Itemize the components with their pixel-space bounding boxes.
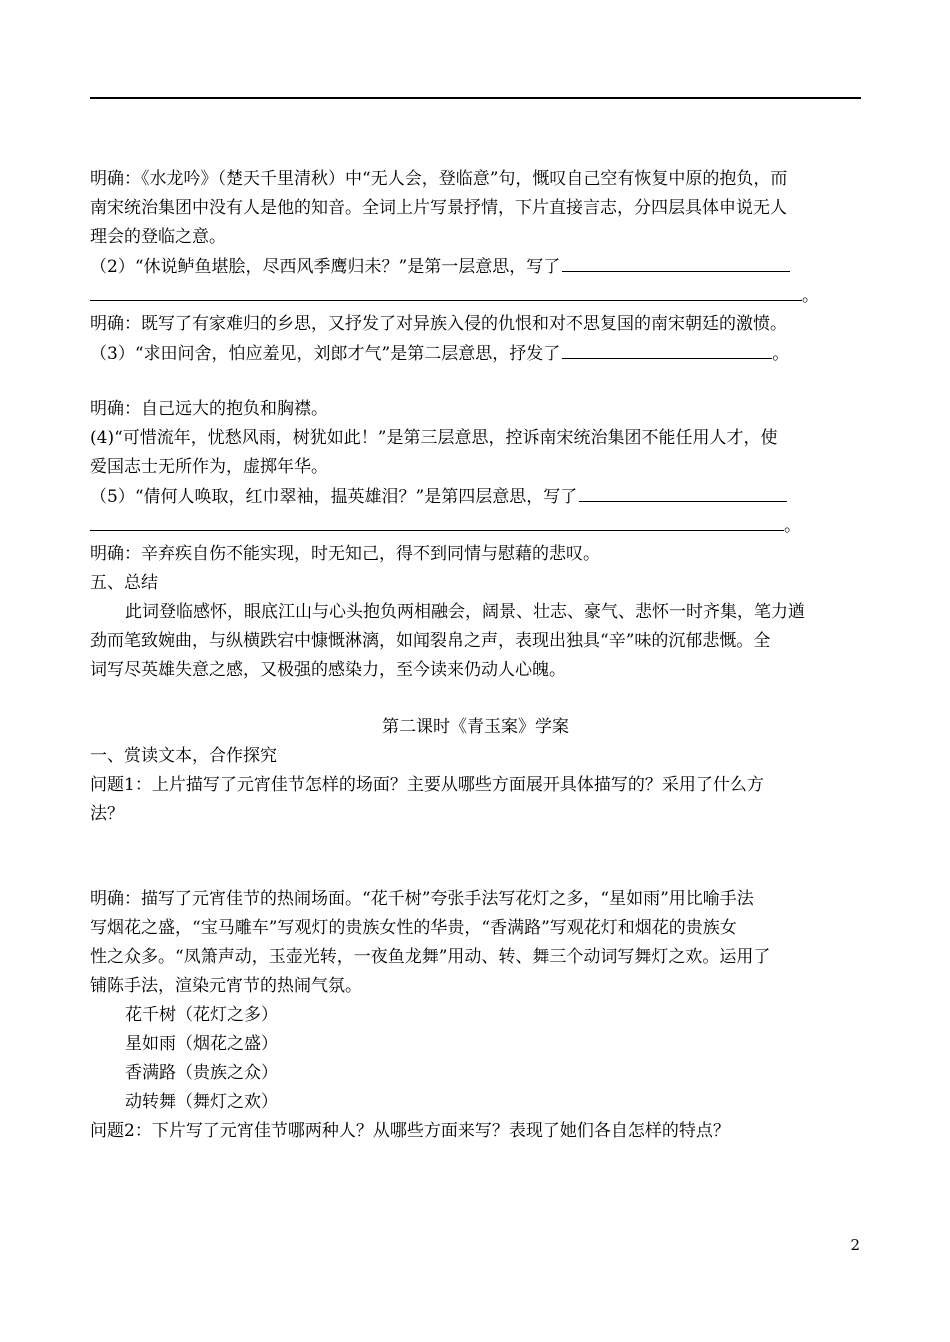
summary-line-1: 此词登临感怀，眼底江山与心头抱负两相融会，阔景、壮志、豪气、悲怀一时齐集，笔力遒 <box>125 602 805 622</box>
list-item: 动转舞（舞灯之欢） <box>125 1092 278 1112</box>
question-1-line-2: 法？ <box>90 804 124 824</box>
lesson-title: 第二课时《青玉案》学案 <box>382 717 569 737</box>
question-4-line-2: 爱国志士无所作为，虚掷年华。 <box>90 457 328 477</box>
question-3-line <box>90 342 861 365</box>
question-3-text: （3）“求田问舍，怕应羞见，刘郎才气”是第二层意思，抒发了 <box>90 344 561 364</box>
answer-intro-line-1: 明确：《水龙吟》（楚天千里清秋）中“无人会，登临意”句，慨叹自己空有恢复中原的抱负，而 <box>90 169 788 189</box>
summary-line-2: 劲而笔致婉曲，与纵横跌宕中慷慨淋漓，如闻裂帛之声，表现出独具“辛”味的沉郁悲慨。全 <box>90 631 771 651</box>
answer-5-line: 明确：辛弃疾自伤不能实现，时无知己，得不到同情与慰藉的悲叹。 <box>90 544 600 564</box>
period: 。 <box>784 516 801 536</box>
answer-2-line: 明确：既写了有家难归的乡思，又抒发了对异族入侵的仇恨和对不思复国的南宋朝廷的激愤。 <box>90 314 787 334</box>
answer-blank <box>562 342 772 359</box>
answer-q1-line-1: 明确：描写了元宵佳节的热闹场面。“花千树”夸张手法写花灯之多，“星如雨”用比喻手法 <box>90 889 754 909</box>
header-rule <box>90 97 861 99</box>
list-item: 香满路（贵族之众） <box>125 1063 278 1083</box>
answer-3-line: 明确：自己远大的抱负和胸襟。 <box>90 399 328 419</box>
page-number: 2 <box>850 1236 860 1254</box>
question-2-continuation <box>90 284 861 307</box>
answer-q1-line-4: 铺陈手法，渲染元宵节的热闹气氛。 <box>90 976 362 996</box>
question-5-continuation <box>90 514 861 537</box>
answer-q1-line-3: 性之众多。“凤箫声动，玉壶光转，一夜鱼龙舞”用动、转、舞三个动词写舞灯之欢。运用了 <box>90 947 771 967</box>
period: 。 <box>802 286 819 306</box>
list-item: 星如雨（烟花之盛） <box>125 1034 278 1054</box>
answer-intro-line-3: 理会的登临之意。 <box>90 227 226 247</box>
question-4-line-1: (4)“可惜流年，忧愁风雨，树犹如此！”是第三层意思，控诉南宋统治集团不能任用人才，使 <box>90 428 778 448</box>
section-summary-heading: 五、总结 <box>90 573 158 593</box>
question-2-text: （2）“休说鲈鱼堪脍，尽西风季鹰归未？”是第一层意思，写了 <box>90 257 561 277</box>
question-2b-line: 问题2：下片写了元宵佳节哪两种人？从哪些方面来写？表现了她们各自怎样的特点？ <box>90 1121 730 1141</box>
question-2-line <box>90 255 861 278</box>
list-item: 花千树（花灯之多） <box>125 1005 278 1025</box>
answer-q1-line-2: 写烟花之盛，“宝马雕车”写观灯的贵族女性的华贵，“香满路”写观花灯和烟花的贵族女 <box>90 918 737 938</box>
answer-blank <box>90 284 802 301</box>
question-5-line <box>90 485 861 508</box>
summary-line-3: 词写尽英雄失意之感，又极强的感染力，至今读来仍动人心魄。 <box>90 660 566 680</box>
period: 。 <box>772 344 790 364</box>
section-heading: 一、赏读文本，合作探究 <box>90 746 277 766</box>
answer-blank <box>579 485 787 502</box>
question-5-text: （5）“倩何人唤取，红巾翠袖，揾英雄泪？”是第四层意思，写了 <box>90 487 578 507</box>
answer-blank <box>562 255 790 272</box>
answer-intro-line-2: 南宋统治集团中没有人是他的知音。全词上片写景抒情，下片直接言志，分四层具体申说无人 <box>90 198 787 218</box>
question-1-line-1: 问题1：上片描写了元宵佳节怎样的场面？主要从哪些方面展开具体描写的？采用了什么方 <box>90 775 764 795</box>
answer-blank <box>90 514 784 531</box>
